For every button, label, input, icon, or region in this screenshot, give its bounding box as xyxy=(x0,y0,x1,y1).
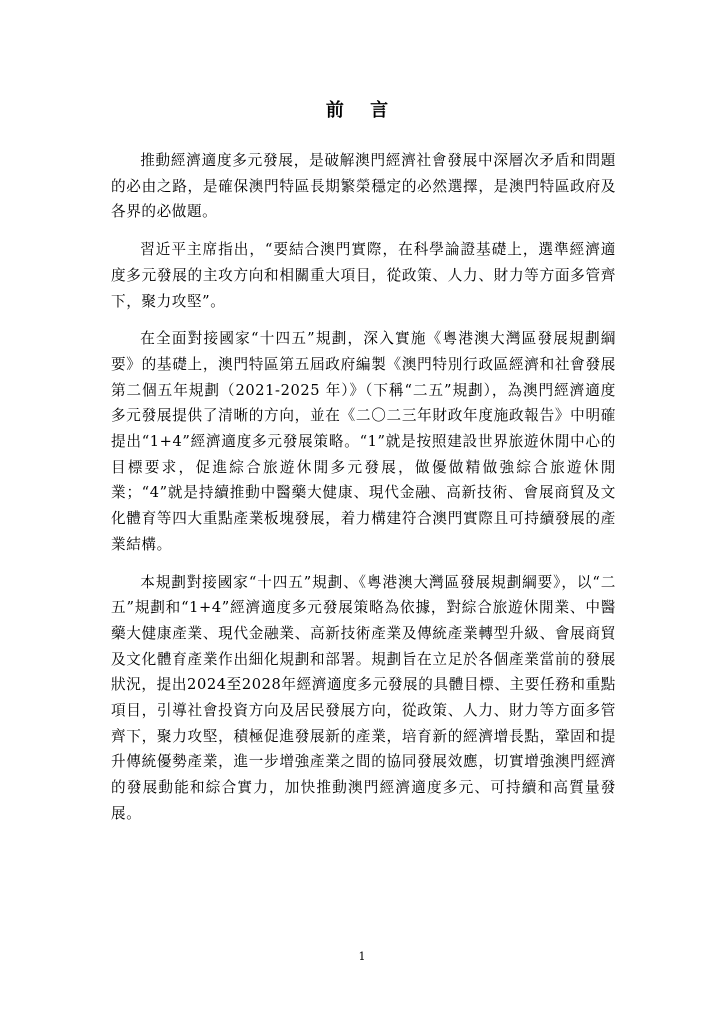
paragraph-2: 習近平主席指出，“要結合澳門實際，在科學論證基礎上，選準經濟適度多元發展的主攻方向和相關重大項目，從政策、人力、財力等方面多管齊下，聚力攻堅”。 xyxy=(111,241,616,310)
body-text xyxy=(111,148,616,839)
paragraph-4: 本規劃對接國家“十四五”規劃、《粵港澳大灣區發展規劃綱要》，以“二五”規劃和“1+4”經濟適度多元發展策略為依據，對綜合旅遊休閒業、中醫藥大健康產業、現代金融業、高新技術產業及傳統產業轉型升級、會展商貿及文化體育產業作出細化規劃和部署。規劃旨在立足於各個產業當前的發展狀況，提出2024至2028年經濟適度多元發展的具體目標、主要任務和重點項目，引導社會投資方向及居民發展方向，從政策、人力、財力等方面多管齊下，聚力攻堅，積極促進發展新的產業，培育新的經濟增長點，鞏固和提升傳統優勢產業，進一步增強產業之間的協同發展效應，切實增強澳門經濟的發展動能和綜合實力，加快推動澳門經濟適度多元、可持續和高質量發展。 xyxy=(111,573,616,822)
page-title: 前 言 xyxy=(325,100,399,121)
paragraph-3: 在全面對接國家“十四五”規劃，深入實施《粵港澳大灣區發展規劃綱要》的基礎上，澳門特區第五屆政府編製《澳門特別行政區經濟和社會發展第二個五年規劃（2021-2025 年）》（下稱“二五”規劃），為澳門經濟適度多元發展提供了清晰的方向，並在《二〇二三年財政年度施政報告》中明確提出“1+4”經濟適度多元發展策略。“1”就是按照建設世界旅遊休閒中心的目標要求，促進綜合旅遊休閒多元發展，做優做精做強綜合旅遊休閒業；“4”就是持續推動中醫藥大健康、現代金融、高新技術、會展商貿及文化體育等四大重點產業板塊發展，着力構建符合澳門實際且可持續發展的產業結構。 xyxy=(111,330,616,553)
page-number: 1 xyxy=(358,950,366,963)
paragraph-1: 推動經濟適度多元發展，是破解澳門經濟社會發展中深層次矛盾和問題的必由之路，是確保澳門特區長期繁榮穩定的必然選擇，是澳門特區政府及各界的必做題。 xyxy=(111,152,616,221)
